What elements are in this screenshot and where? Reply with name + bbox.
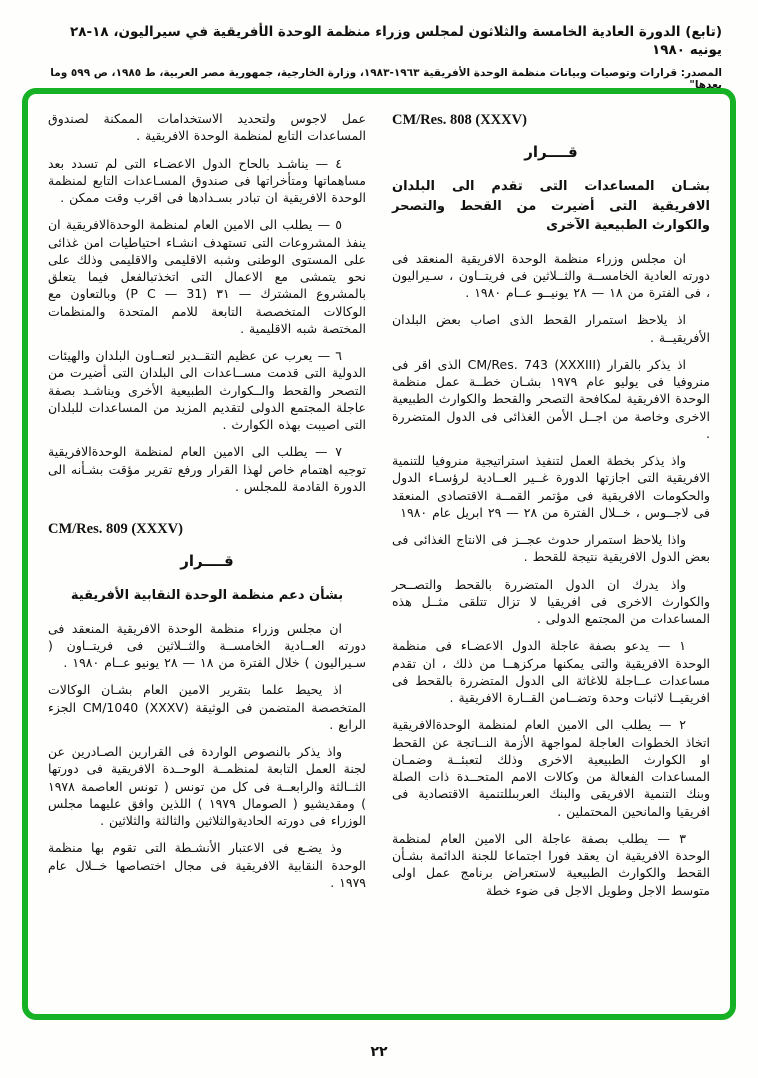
paragraph: واذ يدرك ان الدول المتضررة بالقحط والتصــحر والكوارث الاخرى فى افريقيا لا تزال تتلقى مثــل هذه المساعدات من المجتمع الدولى . [392, 576, 710, 626]
resolution-subject: بشأن دعم منظمة الوحدة النقابية الأفريقية [70, 588, 344, 603]
header-session-line: (تابع) الدورة العادية الخامسة والثلاثون لمجلس وزراء منظمة الوحدة الأفريقية في سيراليون، ١٨-٢٨ يونيه ١٩٨٠ [70, 24, 722, 58]
resolution-title: قــــرار [180, 552, 234, 570]
page-number: ٢٢ [370, 1044, 388, 1060]
paragraph: ان مجلس وزراء منظمة الوحدة الافريقية المنعقد فى دورته العادية الخامســة والثــلاثين فى فريتــاون ، سـيراليون ، فى الفترة من ١٨ — ٢٨ يونيــو عــام ١٩٨٠ . [392, 250, 710, 300]
resolution-subject: بشـان المساعدات التى تقدم الى البلدان الافريقية التى أضيرت من القحط والتصحر والكوارث الطبيعية الآخرى [392, 179, 710, 233]
paragraph: اذ يذكر بالقرار ‪CM/Res. 743 (XXXIII)‬ الذى اقر فى منروفيا فى يوليو عام ١٩٧٩ بشـان خطــة عمل منظمة الوحدة الافريقية لمكافحة التصحر والقحط والكوارث الطبيعية الاخرى وخاصة من اجــل الأمن الغذائى فى الدول المتضررة . [392, 356, 710, 441]
paragraph: واذ يذكر بالنصوص الواردة فى القرارين الصـادرين عن لجنة العمل التابعة لمنظمــة الوحــدة الافريقية فى دورتها الثــالثة والرابعــة فى كل من تونس ( تونس العاصمة ١٩٧٨ ) ومقديشيو ( الصومال ١٩٧٩ ) اللذين وافق عليهما مجلس الوزراء فى دورته الحاديةوالثلاثين والثالثة والثلاثين . [48, 744, 366, 828]
paragraph: ٣ — يطلب بصفة عاجلة الى الامين العام لمنظمة الوحدة الافريقية ان يعقد فورا اجتماعا للجنة الدائمة بشـأن القحط والكوارث الطبيعية لاستعراض برنامج عمل اولى متوسط الاجل وطويل الاجل فى ضوء خطة [392, 830, 710, 898]
paragraph: وذ يضـع فى الاعتبار الأنشـطة التى تقوم بها منظمة الوحدة النقابية الافريقية فى مجال اختصاصها خــلال عام ١٩٧٩ . [48, 840, 366, 890]
header-source-line: المصدر: قرارات وتوصيات وبيانات منظمة الوحدة الأفريقية ١٩٦٣-١٩٨٣، وزارة الخارجية، جمهورية مصر العربية، ط ١٩٨٥، ص ٥٩٩ وما بعدها" [50, 67, 722, 92]
resolution-ref: CM/Res. 809 (XXXV) [48, 521, 183, 537]
paragraph: اذ يحيط علما بتقرير الامين العام بشـان الوكالات المتخصصة المتضمن فى الوثيقة ‪CM/1040 (XXXV)‬ الجزء الرابع . [48, 682, 366, 732]
paragraph: اذ يلاحظ استمرار القحط الذى اصاب بعض البلدان الأفريقيــة . [392, 312, 710, 345]
paragraph: ٦ — يعرب عن عظيم التقــدير لتعــاون البلدان والهيئات الدولية التى قدمت مســاعدات الى البلدان التى أضيرت من التصحر والقحط والــكوارث الطبيعية الأخرى ويناشـد بصفة عاجلة المجتمع الدولى لتقديم المزيد من المساعدات للبلدان التى اصيبت بهذه الكوارث . [48, 348, 366, 432]
paragraph: واذا يلاحظ استمرار حدوث عجــز فى الانتاج الغذائى فى بعض الدول الافريقية نتيجة للقحط . [392, 532, 710, 565]
paragraph: ٢ — يطلب الى الامين العام لمنظمة الوحدةالافريقية اتخاذ الخطوات العاجلة لمواجهة الأزمة النــاتجة عن القحط او الكوارث الطبيعية الاخرى وذلك لتعبئــة وضمـان المساعدات الفعالة من وكالات الامم المتحــدة ذات الصلة وبنك التنمية الافريقى والبنك العربىللتنمية الاقتصادية فى افريقيا والمانحين المحتملين . [392, 717, 710, 819]
paragraph: ان مجلس وزراء منظمة الوحدة الافريقية المنعقد فى دورته العــادية الخامســة والثــلاثين فى فريتــاون ( سـيراليون ) خلال الفترة من ١٨ — ٢٨ يونيو عــام ١٩٨٠ . [48, 620, 366, 670]
page-header [36, 24, 722, 91]
column-left [40, 110, 374, 1006]
paragraph: ٧ — يطلب الى الامين العام لمنظمة الوحدةالافريقية توجيه اهتمام خاص لهذا القرار ورفع تقرير مؤقت بشـأنه الى الدورة القادمة للمجلس . [48, 444, 366, 494]
paragraph: واذ يذكر بخطة العمل لتنفيذ استراتيجية منروفيا للتنمية الافريقية التى اجازتها الدورة غــير العــادية لرؤسـاء الدول والحكومات الافريقية فى مؤتمر القمــة الاقتصادى المنعقد فى لاجــوس ، خــلال الفترة من ٢٨ — ٢٩ ابريل عام ١٩٨٠ [392, 453, 710, 520]
resolution-title: قــــرار [524, 143, 578, 161]
paragraph: عمل لاجوس ولتحديد الاستخدامات الممكنة لصندوق المساعدات التابع لمنظمة الوحدة الافريقية . [48, 111, 366, 144]
paragraph: ١ — يدعو بصفة عاجلة الدول الاعضـاء فى منظمة الوحدة الافريقية والتى يمكنها مركزهــا من ذلك ، ان تقدم مساعدات عــاجلة للاغاثة الى الدول المتضررة بالقحط فى افريقيــا لاثبات وحدة وتضــامن القــارة الافريقية . [392, 638, 710, 705]
green-border-frame [22, 88, 736, 1020]
paragraph: ٥ — يطلب الى الامين العام لمنظمة الوحدةالافريقية ان ينفذ المشروعات التى تستهدف انشـاء احتياطيات امن غذائى على المستوى الوطنى وشبه الاقليمى والاقليمى وذلك على نحو يتمشى مع الاعمال التى اتخذتبالفعل فيما يتعلق بالمشروع المشترك — ٣١ ‪(P C — 31)‬ وبالتعاون مع الوكالات المتخصصة التابعة للامم المتحدة والمنظمات المختصة شبه الاقليمية . [48, 217, 366, 336]
column-right [384, 110, 718, 1006]
paragraph: ٤ — يناشـد بالحاح الدول الاعضـاء التى لم تسدد بعد مساهماتها ومتأخراتها فى صندوق المسـاعدات التابع لمنظمة الوحدة الافريقية ان تبادر بسـدادها فى اقرب وقت ممكن . [48, 155, 366, 205]
resolution-ref: CM/Res. 808 (XXXV) [392, 112, 527, 128]
